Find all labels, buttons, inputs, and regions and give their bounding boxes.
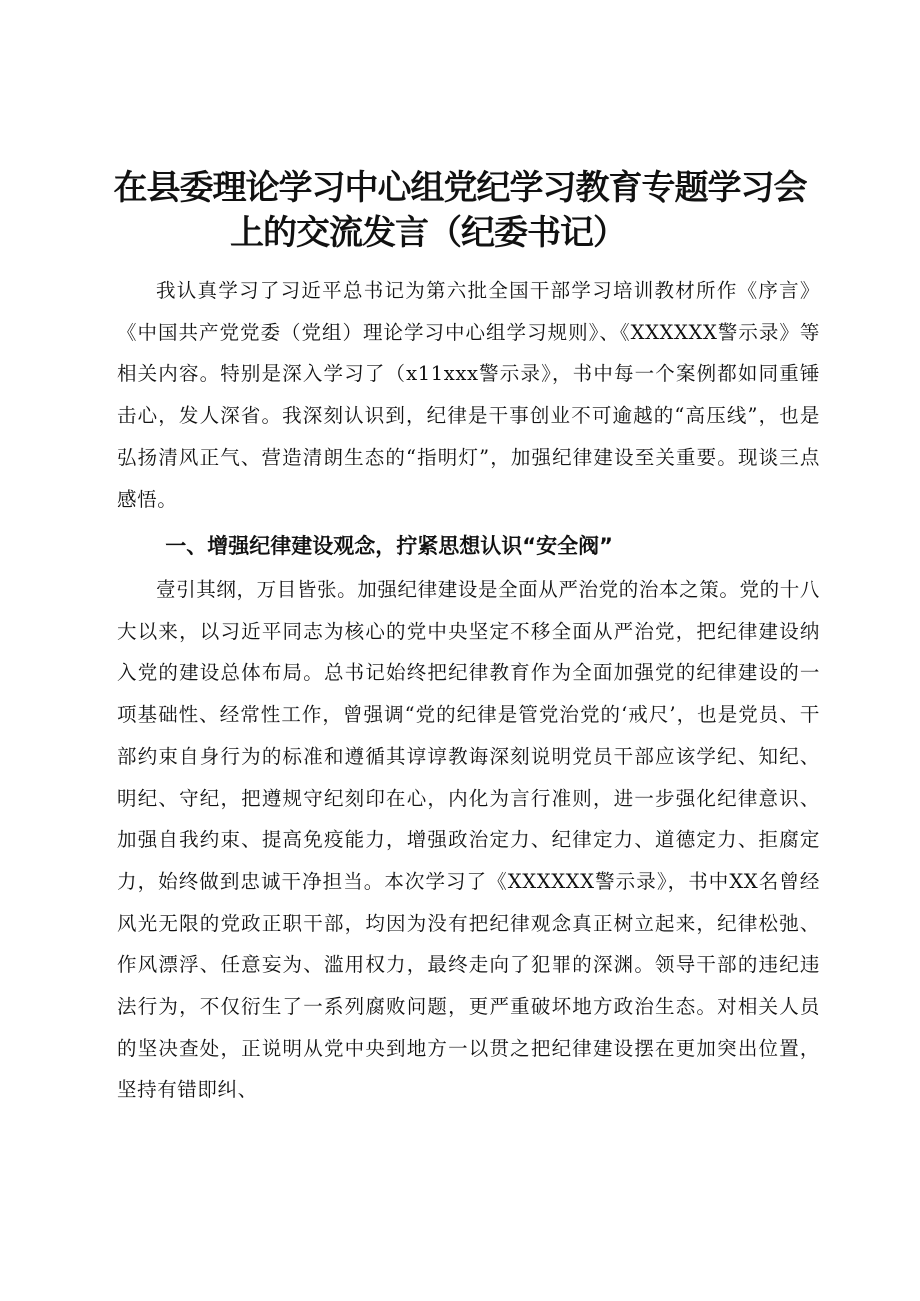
paragraph-intro: 我认真学习了习近平总书记为第六批全国干部学习培训教材所作《序言》《中国共产党党委（党组）理论学习中心组学习规则》、《XXXXXX警示录》等相关内容。特别是深入学习了（x11xxx警示录》，书中每一个案例都如同重锤击心，发人深省。我深刻认识到，纪律是干事创业不可逾越的“高压线”，也是弘扬清风正气、营造清朗生态的“指明灯”，加强纪律建设至关重要。现谈三点感悟。 xyxy=(117,279,820,511)
section-heading-1: 一、增强纪律建设观念，拧紧思想认识“安全阀” xyxy=(165,534,613,558)
document-title-line-2: 上的交流发言（纪委书记） xyxy=(230,213,626,253)
document-title-line-1: 在县委理论学习中心组党纪学习教育专题学习会 xyxy=(113,168,807,208)
paragraph-section-1: 壹引其纲，万目皆张。加强纪律建设是全面从严治党的治本之策。党的十八大以来，以习近平同志为核心的党中央坚定不移全面从严治党，把纪律建设纳入党的建设总体布局。总书记始终把纪律教育作为全面加强党的纪律建设的一项基础性、经常性工作，曾强调“党的纪律是管党治党的‘戒尺’，也是党员、干部约束自身行为的标准和遵循其谆谆教诲深刻说明党员干部应该学纪、知纪、明纪、守纪，把遵规守纪刻印在心，内化为言行准则，进一步强化纪律意识、加强自我约束、提高免疫能力，增强政治定力、纪律定力、道德定力、拒腐定力，始终做到忠诚干净担当。本次学习了《XXXXXX警示录》，书中XX名曾经风光无限的党政正职干部，均因为没有把纪律观念真正树立起来，纪律松弛、作风漂浮、任意妄为、滥用权力，最终走向了犯罪的深渊。领导干部的违纪违法行为，不仅衍生了一系列腐败问题，更严重破坏地方政治生态。对相关人员的坚决查处，正说明从党中央到地方一以贯之把纪律建设摆在更加突出位置，坚持有错即纠、 xyxy=(117,578,820,1102)
